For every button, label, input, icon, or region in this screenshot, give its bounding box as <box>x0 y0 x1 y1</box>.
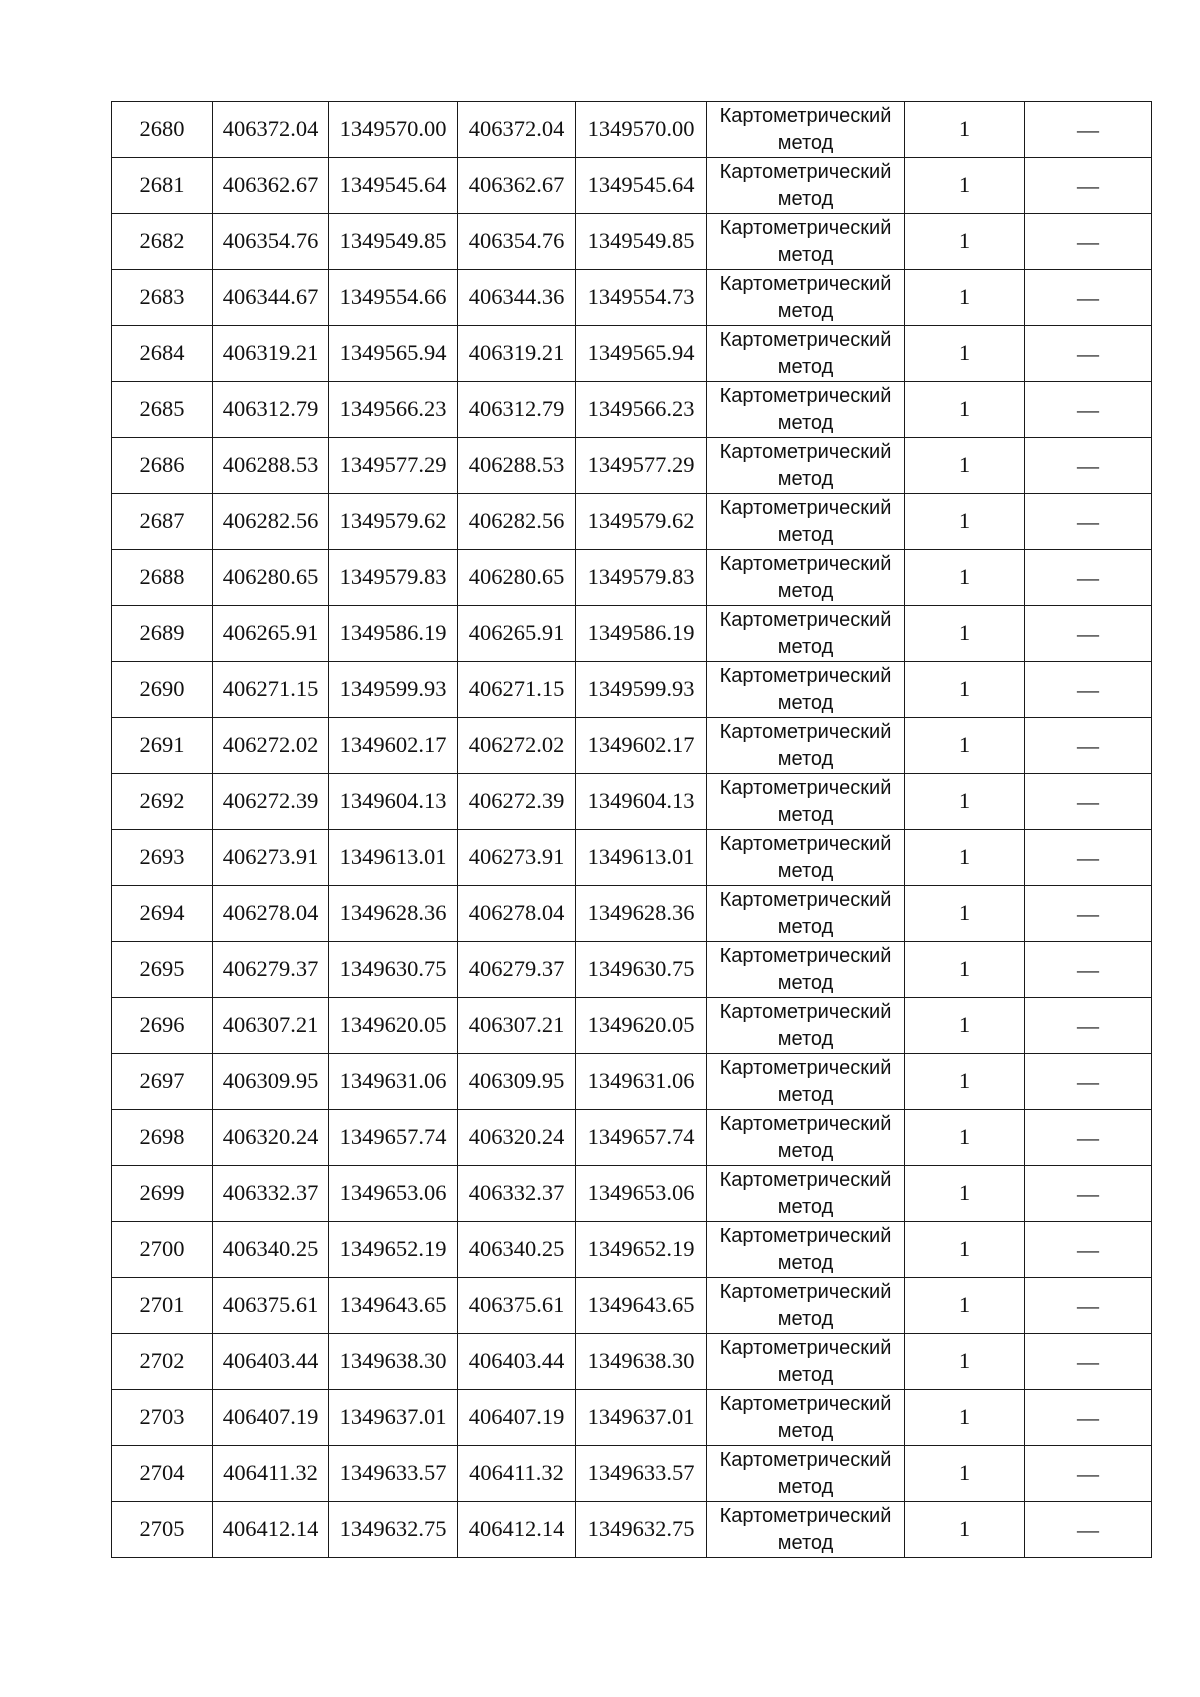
x-existing-cell: 406307.21 <box>213 998 329 1054</box>
x-refined-cell: 406272.39 <box>458 774 576 830</box>
table-row <box>112 1502 1152 1558</box>
point-number-cell: 2682 <box>112 214 213 270</box>
y-refined-cell: 1349566.23 <box>576 382 707 438</box>
table-row <box>112 1390 1152 1446</box>
table-row <box>112 1222 1152 1278</box>
note-cell: — <box>1025 1390 1152 1446</box>
method-line-1: Картометрический <box>719 1169 892 1191</box>
method-line-2: метод <box>777 412 834 434</box>
x-refined-cell: 406265.91 <box>458 606 576 662</box>
y-existing-cell: 1349599.93 <box>329 662 458 718</box>
y-existing-cell: 1349602.17 <box>329 718 458 774</box>
point-number-cell: 2686 <box>112 438 213 494</box>
x-existing-cell: 406403.44 <box>213 1334 329 1390</box>
y-existing-cell: 1349633.57 <box>329 1446 458 1502</box>
y-existing-cell: 1349549.85 <box>329 214 458 270</box>
y-refined-cell: 1349637.01 <box>576 1390 707 1446</box>
note-cell: — <box>1025 102 1152 158</box>
x-refined-cell: 406362.67 <box>458 158 576 214</box>
y-existing-cell: 1349643.65 <box>329 1278 458 1334</box>
note-cell: — <box>1025 1502 1152 1558</box>
x-refined-cell: 406344.36 <box>458 270 576 326</box>
table-row <box>112 774 1152 830</box>
method-line-2: метод <box>777 132 834 154</box>
method-line-2: метод <box>777 636 834 658</box>
point-number-cell: 2694 <box>112 886 213 942</box>
note-cell: — <box>1025 438 1152 494</box>
method-line-2: метод <box>777 1420 834 1442</box>
accuracy-cell: 1 <box>905 1278 1025 1334</box>
method-line-2: метод <box>777 1308 834 1330</box>
method-cell <box>707 1278 905 1334</box>
point-number-cell: 2691 <box>112 718 213 774</box>
method-line-2: метод <box>777 300 834 322</box>
note-cell: — <box>1025 1334 1152 1390</box>
method-cell <box>707 662 905 718</box>
table-row <box>112 1054 1152 1110</box>
x-existing-cell: 406271.15 <box>213 662 329 718</box>
x-existing-cell: 406332.37 <box>213 1166 329 1222</box>
point-number-cell: 2683 <box>112 270 213 326</box>
method-cell <box>707 1334 905 1390</box>
x-existing-cell: 406272.39 <box>213 774 329 830</box>
y-refined-cell: 1349579.83 <box>576 550 707 606</box>
table-row <box>112 1446 1152 1502</box>
method-cell <box>707 998 905 1054</box>
note-cell: — <box>1025 830 1152 886</box>
y-refined-cell: 1349579.62 <box>576 494 707 550</box>
method-cell <box>707 158 905 214</box>
x-refined-cell: 406411.32 <box>458 1446 576 1502</box>
x-existing-cell: 406411.32 <box>213 1446 329 1502</box>
accuracy-cell: 1 <box>905 662 1025 718</box>
point-number-cell: 2687 <box>112 494 213 550</box>
y-refined-cell: 1349545.64 <box>576 158 707 214</box>
note-cell: — <box>1025 1054 1152 1110</box>
method-cell <box>707 774 905 830</box>
x-refined-cell: 406412.14 <box>458 1502 576 1558</box>
table-row <box>112 998 1152 1054</box>
accuracy-cell: 1 <box>905 214 1025 270</box>
note-cell: — <box>1025 494 1152 550</box>
y-existing-cell: 1349620.05 <box>329 998 458 1054</box>
note-cell: — <box>1025 942 1152 998</box>
method-cell <box>707 102 905 158</box>
y-refined-cell: 1349633.57 <box>576 1446 707 1502</box>
y-refined-cell: 1349620.05 <box>576 998 707 1054</box>
y-existing-cell: 1349631.06 <box>329 1054 458 1110</box>
x-existing-cell: 406319.21 <box>213 326 329 382</box>
method-line-1: Картометрический <box>719 441 892 463</box>
x-existing-cell: 406320.24 <box>213 1110 329 1166</box>
x-refined-cell: 406340.25 <box>458 1222 576 1278</box>
method-line-1: Картометрический <box>719 1337 892 1359</box>
y-existing-cell: 1349653.06 <box>329 1166 458 1222</box>
x-refined-cell: 406332.37 <box>458 1166 576 1222</box>
y-existing-cell: 1349554.66 <box>329 270 458 326</box>
x-refined-cell: 406307.21 <box>458 998 576 1054</box>
method-line-2: метод <box>777 524 834 546</box>
y-refined-cell: 1349602.17 <box>576 718 707 774</box>
accuracy-cell: 1 <box>905 1054 1025 1110</box>
table-row <box>112 886 1152 942</box>
point-number-cell: 2703 <box>112 1390 213 1446</box>
point-number-cell: 2704 <box>112 1446 213 1502</box>
x-existing-cell: 406312.79 <box>213 382 329 438</box>
method-line-2: метод <box>777 356 834 378</box>
y-refined-cell: 1349643.65 <box>576 1278 707 1334</box>
method-line-1: Картометрический <box>719 273 892 295</box>
x-refined-cell: 406288.53 <box>458 438 576 494</box>
y-existing-cell: 1349586.19 <box>329 606 458 662</box>
note-cell: — <box>1025 382 1152 438</box>
method-line-2: метод <box>777 1140 834 1162</box>
y-existing-cell: 1349628.36 <box>329 886 458 942</box>
table-row <box>112 1334 1152 1390</box>
y-refined-cell: 1349657.74 <box>576 1110 707 1166</box>
method-cell <box>707 494 905 550</box>
note-cell: — <box>1025 1222 1152 1278</box>
point-number-cell: 2693 <box>112 830 213 886</box>
note-cell: — <box>1025 886 1152 942</box>
point-number-cell: 2690 <box>112 662 213 718</box>
method-cell <box>707 1390 905 1446</box>
y-refined-cell: 1349599.93 <box>576 662 707 718</box>
y-existing-cell: 1349570.00 <box>329 102 458 158</box>
accuracy-cell: 1 <box>905 438 1025 494</box>
x-refined-cell: 406372.04 <box>458 102 576 158</box>
accuracy-cell: 1 <box>905 382 1025 438</box>
y-refined-cell: 1349577.29 <box>576 438 707 494</box>
x-existing-cell: 406282.56 <box>213 494 329 550</box>
table-row <box>112 494 1152 550</box>
method-cell <box>707 1222 905 1278</box>
method-line-1: Картометрический <box>719 777 892 799</box>
note-cell: — <box>1025 1446 1152 1502</box>
x-existing-cell: 406273.91 <box>213 830 329 886</box>
point-number-cell: 2685 <box>112 382 213 438</box>
method-line-2: метод <box>777 860 834 882</box>
note-cell: — <box>1025 158 1152 214</box>
accuracy-cell: 1 <box>905 1446 1025 1502</box>
table-row <box>112 830 1152 886</box>
accuracy-cell: 1 <box>905 942 1025 998</box>
point-number-cell: 2699 <box>112 1166 213 1222</box>
y-refined-cell: 1349613.01 <box>576 830 707 886</box>
accuracy-cell: 1 <box>905 1390 1025 1446</box>
y-refined-cell: 1349628.36 <box>576 886 707 942</box>
method-line-2: метод <box>777 580 834 602</box>
x-refined-cell: 406320.24 <box>458 1110 576 1166</box>
method-line-1: Картометрический <box>719 1225 892 1247</box>
table-row <box>112 382 1152 438</box>
table-row <box>112 1166 1152 1222</box>
method-cell <box>707 942 905 998</box>
accuracy-cell: 1 <box>905 830 1025 886</box>
method-line-2: метод <box>777 188 834 210</box>
point-number-cell: 2702 <box>112 1334 213 1390</box>
point-number-cell: 2705 <box>112 1502 213 1558</box>
table-row <box>112 1278 1152 1334</box>
y-refined-cell: 1349638.30 <box>576 1334 707 1390</box>
y-refined-cell: 1349570.00 <box>576 102 707 158</box>
y-existing-cell: 1349577.29 <box>329 438 458 494</box>
method-line-2: метод <box>777 1364 834 1386</box>
method-cell <box>707 550 905 606</box>
x-refined-cell: 406319.21 <box>458 326 576 382</box>
method-cell <box>707 606 905 662</box>
method-line-2: метод <box>777 804 834 826</box>
method-cell <box>707 1054 905 1110</box>
point-number-cell: 2680 <box>112 102 213 158</box>
point-number-cell: 2681 <box>112 158 213 214</box>
y-existing-cell: 1349638.30 <box>329 1334 458 1390</box>
accuracy-cell: 1 <box>905 1222 1025 1278</box>
y-existing-cell: 1349637.01 <box>329 1390 458 1446</box>
y-existing-cell: 1349632.75 <box>329 1502 458 1558</box>
x-existing-cell: 406265.91 <box>213 606 329 662</box>
y-refined-cell: 1349554.73 <box>576 270 707 326</box>
method-line-2: метод <box>777 1196 834 1218</box>
x-existing-cell: 406407.19 <box>213 1390 329 1446</box>
method-line-2: метод <box>777 244 834 266</box>
point-number-cell: 2698 <box>112 1110 213 1166</box>
method-cell <box>707 1166 905 1222</box>
method-line-2: метод <box>777 692 834 714</box>
table-row <box>112 270 1152 326</box>
y-existing-cell: 1349604.13 <box>329 774 458 830</box>
y-refined-cell: 1349565.94 <box>576 326 707 382</box>
method-cell <box>707 270 905 326</box>
x-existing-cell: 406340.25 <box>213 1222 329 1278</box>
point-number-cell: 2700 <box>112 1222 213 1278</box>
method-line-1: Картометрический <box>719 105 892 127</box>
y-refined-cell: 1349630.75 <box>576 942 707 998</box>
accuracy-cell: 1 <box>905 326 1025 382</box>
table-row <box>112 1110 1152 1166</box>
method-line-1: Картометрический <box>719 497 892 519</box>
accuracy-cell: 1 <box>905 270 1025 326</box>
table-row <box>112 662 1152 718</box>
table-row <box>112 326 1152 382</box>
point-number-cell: 2692 <box>112 774 213 830</box>
method-line-1: Картометрический <box>719 833 892 855</box>
x-existing-cell: 406288.53 <box>213 438 329 494</box>
x-refined-cell: 406279.37 <box>458 942 576 998</box>
accuracy-cell: 1 <box>905 886 1025 942</box>
y-refined-cell: 1349652.19 <box>576 1222 707 1278</box>
method-line-1: Картометрический <box>719 329 892 351</box>
x-refined-cell: 406271.15 <box>458 662 576 718</box>
x-refined-cell: 406375.61 <box>458 1278 576 1334</box>
x-refined-cell: 406272.02 <box>458 718 576 774</box>
y-existing-cell: 1349566.23 <box>329 382 458 438</box>
y-existing-cell: 1349579.83 <box>329 550 458 606</box>
table-row <box>112 438 1152 494</box>
method-cell <box>707 438 905 494</box>
method-line-2: метод <box>777 972 834 994</box>
note-cell: — <box>1025 718 1152 774</box>
method-line-1: Картометрический <box>719 609 892 631</box>
x-refined-cell: 406407.19 <box>458 1390 576 1446</box>
x-refined-cell: 406403.44 <box>458 1334 576 1390</box>
note-cell: — <box>1025 662 1152 718</box>
y-existing-cell: 1349579.62 <box>329 494 458 550</box>
method-line-2: метод <box>777 1532 834 1554</box>
x-refined-cell: 406309.95 <box>458 1054 576 1110</box>
accuracy-cell: 1 <box>905 718 1025 774</box>
accuracy-cell: 1 <box>905 550 1025 606</box>
method-line-2: метод <box>777 748 834 770</box>
point-number-cell: 2689 <box>112 606 213 662</box>
method-line-1: Картометрический <box>719 385 892 407</box>
y-refined-cell: 1349631.06 <box>576 1054 707 1110</box>
x-refined-cell: 406273.91 <box>458 830 576 886</box>
table-row <box>112 550 1152 606</box>
note-cell: — <box>1025 270 1152 326</box>
note-cell: — <box>1025 1278 1152 1334</box>
method-cell <box>707 1502 905 1558</box>
point-number-cell: 2701 <box>112 1278 213 1334</box>
x-refined-cell: 406280.65 <box>458 550 576 606</box>
y-refined-cell: 1349632.75 <box>576 1502 707 1558</box>
note-cell: — <box>1025 606 1152 662</box>
method-line-1: Картометрический <box>719 161 892 183</box>
x-existing-cell: 406372.04 <box>213 102 329 158</box>
method-line-1: Картометрический <box>719 721 892 743</box>
method-line-1: Картометрический <box>719 1281 892 1303</box>
table-row <box>112 214 1152 270</box>
x-refined-cell: 406282.56 <box>458 494 576 550</box>
method-line-2: метод <box>777 1476 834 1498</box>
method-line-1: Картометрический <box>719 1113 892 1135</box>
accuracy-cell: 1 <box>905 1166 1025 1222</box>
method-line-1: Картометрический <box>719 217 892 239</box>
y-existing-cell: 1349652.19 <box>329 1222 458 1278</box>
method-line-2: метод <box>777 468 834 490</box>
note-cell: — <box>1025 550 1152 606</box>
method-line-1: Картометрический <box>719 553 892 575</box>
x-existing-cell: 406279.37 <box>213 942 329 998</box>
x-refined-cell: 406354.76 <box>458 214 576 270</box>
method-line-1: Картометрический <box>719 945 892 967</box>
table-row <box>112 158 1152 214</box>
coordinates-table <box>111 101 1152 1558</box>
table-row <box>112 942 1152 998</box>
y-existing-cell: 1349630.75 <box>329 942 458 998</box>
method-cell <box>707 886 905 942</box>
y-refined-cell: 1349549.85 <box>576 214 707 270</box>
point-number-cell: 2697 <box>112 1054 213 1110</box>
x-existing-cell: 406280.65 <box>213 550 329 606</box>
x-existing-cell: 406362.67 <box>213 158 329 214</box>
accuracy-cell: 1 <box>905 1502 1025 1558</box>
x-existing-cell: 406309.95 <box>213 1054 329 1110</box>
x-existing-cell: 406412.14 <box>213 1502 329 1558</box>
x-existing-cell: 406344.67 <box>213 270 329 326</box>
x-refined-cell: 406312.79 <box>458 382 576 438</box>
y-refined-cell: 1349586.19 <box>576 606 707 662</box>
point-number-cell: 2688 <box>112 550 213 606</box>
x-existing-cell: 406272.02 <box>213 718 329 774</box>
note-cell: — <box>1025 214 1152 270</box>
accuracy-cell: 1 <box>905 1110 1025 1166</box>
x-existing-cell: 406278.04 <box>213 886 329 942</box>
x-existing-cell: 406354.76 <box>213 214 329 270</box>
method-line-1: Картометрический <box>719 1057 892 1079</box>
method-line-1: Картометрический <box>719 1001 892 1023</box>
accuracy-cell: 1 <box>905 102 1025 158</box>
method-cell <box>707 1110 905 1166</box>
x-refined-cell: 406278.04 <box>458 886 576 942</box>
point-number-cell: 2695 <box>112 942 213 998</box>
table-body <box>112 102 1152 1558</box>
method-line-1: Картометрический <box>719 665 892 687</box>
method-line-2: метод <box>777 1252 834 1274</box>
method-line-1: Картометрический <box>719 1505 892 1527</box>
point-number-cell: 2684 <box>112 326 213 382</box>
accuracy-cell: 1 <box>905 998 1025 1054</box>
method-cell <box>707 830 905 886</box>
table-row <box>112 102 1152 158</box>
note-cell: — <box>1025 326 1152 382</box>
note-cell: — <box>1025 774 1152 830</box>
method-line-1: Картометрический <box>719 1393 892 1415</box>
table-row <box>112 606 1152 662</box>
accuracy-cell: 1 <box>905 774 1025 830</box>
method-line-2: метод <box>777 916 834 938</box>
accuracy-cell: 1 <box>905 606 1025 662</box>
method-cell <box>707 382 905 438</box>
note-cell: — <box>1025 1166 1152 1222</box>
table-row <box>112 718 1152 774</box>
method-line-2: метод <box>777 1084 834 1106</box>
method-cell <box>707 718 905 774</box>
note-cell: — <box>1025 1110 1152 1166</box>
accuracy-cell: 1 <box>905 494 1025 550</box>
y-existing-cell: 1349657.74 <box>329 1110 458 1166</box>
accuracy-cell: 1 <box>905 158 1025 214</box>
y-existing-cell: 1349565.94 <box>329 326 458 382</box>
point-number-cell: 2696 <box>112 998 213 1054</box>
y-existing-cell: 1349545.64 <box>329 158 458 214</box>
y-refined-cell: 1349604.13 <box>576 774 707 830</box>
accuracy-cell: 1 <box>905 1334 1025 1390</box>
method-line-1: Картометрический <box>719 889 892 911</box>
x-existing-cell: 406375.61 <box>213 1278 329 1334</box>
method-cell <box>707 214 905 270</box>
method-cell <box>707 1446 905 1502</box>
y-existing-cell: 1349613.01 <box>329 830 458 886</box>
y-refined-cell: 1349653.06 <box>576 1166 707 1222</box>
note-cell: — <box>1025 998 1152 1054</box>
method-line-2: метод <box>777 1028 834 1050</box>
method-cell <box>707 326 905 382</box>
method-line-1: Картометрический <box>719 1449 892 1471</box>
